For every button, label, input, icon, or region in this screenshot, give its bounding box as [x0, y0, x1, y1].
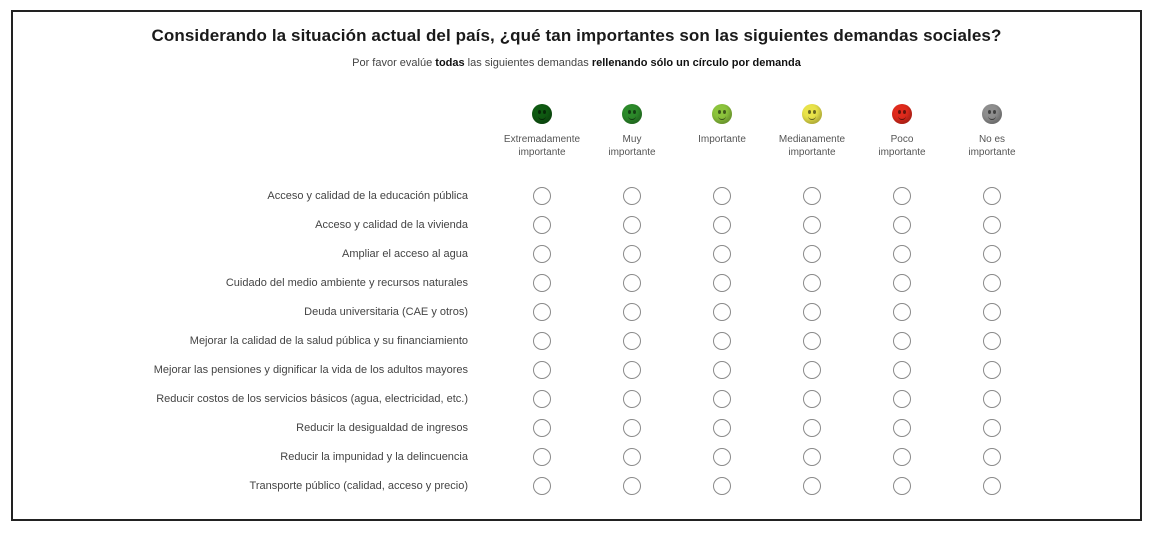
column-label-line: importante [608, 147, 656, 158]
rating-radio-button[interactable] [803, 216, 821, 234]
rating-radio-button[interactable] [983, 419, 1001, 437]
rating-radio-button[interactable] [983, 390, 1001, 408]
rating-radio-button[interactable] [893, 303, 911, 321]
rating-radio-button[interactable] [623, 419, 641, 437]
survey-instructions [13, 57, 1140, 69]
face-mouth [988, 116, 996, 120]
happy-green-face-icon [622, 104, 642, 124]
face-mouth [808, 116, 816, 120]
column-label-line: importante [788, 147, 836, 158]
rating-radio-button[interactable] [893, 390, 911, 408]
rating-radio-button[interactable] [623, 245, 641, 263]
instructions-part: todas [435, 57, 465, 69]
rating-radio-button[interactable] [623, 448, 641, 466]
rating-radio-button[interactable] [713, 216, 731, 234]
rating-radio-button[interactable] [803, 332, 821, 350]
face-mouth [898, 116, 906, 120]
rating-radio-button[interactable] [803, 361, 821, 379]
column-header [492, 104, 592, 159]
demand-label: Acceso y calidad de la educación pública [267, 190, 468, 202]
column-label [942, 133, 1042, 159]
rating-radio-button[interactable] [533, 245, 551, 263]
face-mouth [628, 116, 636, 120]
column-label-line: No es [978, 134, 1006, 145]
rating-radio-button[interactable] [713, 448, 731, 466]
face-mouth [538, 116, 546, 120]
column-label [492, 133, 592, 159]
column-label [762, 133, 862, 159]
demand-label: Reducir costos de los servicios básicos (agua, electricidad, etc.) [156, 393, 468, 405]
column-header [942, 104, 1042, 159]
column-label-line: importante [518, 147, 566, 158]
rating-radio-button[interactable] [533, 419, 551, 437]
column-label [582, 133, 682, 159]
rating-radio-button[interactable] [893, 332, 911, 350]
face-mouth [718, 116, 726, 120]
demand-label: Ampliar el acceso al agua [342, 248, 468, 260]
rating-radio-button[interactable] [983, 361, 1001, 379]
rating-radio-button[interactable] [983, 303, 1001, 321]
rating-radio-button[interactable] [713, 274, 731, 292]
demand-label: Mejorar la calidad de la salud pública y su financiamiento [189, 335, 468, 347]
column-label [852, 133, 952, 159]
rating-radio-button[interactable] [533, 390, 551, 408]
smiling-light-green-face-icon [712, 104, 732, 124]
rating-radio-button[interactable] [983, 448, 1001, 466]
instructions-part: rellenando sólo un círculo por demanda [591, 57, 801, 69]
rating-radio-button[interactable] [713, 419, 731, 437]
rating-radio-button[interactable] [803, 187, 821, 205]
rating-radio-button[interactable] [893, 216, 911, 234]
very-happy-dark-green-face-icon [532, 104, 552, 124]
rating-radio-button[interactable] [623, 390, 641, 408]
column-header [672, 104, 772, 146]
rating-radio-button[interactable] [803, 477, 821, 495]
rating-radio-button[interactable] [623, 274, 641, 292]
demand-label: Mejorar las pensiones y dignificar la vida de los adultos mayores [153, 364, 468, 376]
demand-label: Cuidado del medio ambiente y recursos naturales [225, 277, 468, 289]
rating-radio-button[interactable] [533, 303, 551, 321]
survey-frame [11, 10, 1142, 521]
column-label-line: Importante [698, 134, 746, 145]
column-label-line: Extremadamente [503, 134, 581, 145]
column-header [852, 104, 952, 159]
rating-radio-button[interactable] [533, 332, 551, 350]
rating-radio-button[interactable] [893, 274, 911, 292]
rating-radio-button[interactable] [533, 216, 551, 234]
rating-radio-button[interactable] [713, 477, 731, 495]
rating-radio-button[interactable] [983, 216, 1001, 234]
rating-radio-button[interactable] [623, 477, 641, 495]
column-label-line: Muy [622, 134, 642, 145]
rating-radio-button[interactable] [893, 245, 911, 263]
sad-red-face-icon [892, 104, 912, 124]
rating-radio-button[interactable] [983, 187, 1001, 205]
rating-radio-button[interactable] [533, 448, 551, 466]
rating-radio-button[interactable] [893, 448, 911, 466]
rating-radio-button[interactable] [983, 332, 1001, 350]
rating-radio-button[interactable] [893, 477, 911, 495]
rating-radio-button[interactable] [713, 390, 731, 408]
rating-radio-button[interactable] [533, 187, 551, 205]
column-label-line: importante [968, 147, 1016, 158]
rating-radio-button[interactable] [623, 361, 641, 379]
rating-radio-button[interactable] [803, 245, 821, 263]
rating-radio-button[interactable] [623, 303, 641, 321]
rating-radio-button[interactable] [803, 303, 821, 321]
rating-radio-button[interactable] [983, 245, 1001, 263]
rating-radio-button[interactable] [713, 187, 731, 205]
column-header [762, 104, 862, 159]
column-label [672, 133, 772, 146]
rating-radio-button[interactable] [893, 419, 911, 437]
rating-radio-button[interactable] [623, 332, 641, 350]
rating-radio-button[interactable] [983, 477, 1001, 495]
rating-radio-button[interactable] [713, 303, 731, 321]
rating-radio-button[interactable] [713, 361, 731, 379]
rating-radio-button[interactable] [713, 245, 731, 263]
rating-radio-button[interactable] [623, 216, 641, 234]
rating-radio-button[interactable] [533, 361, 551, 379]
rating-radio-button[interactable] [803, 448, 821, 466]
column-label-line: Medianamente [778, 134, 846, 145]
rating-radio-button[interactable] [983, 274, 1001, 292]
column-label-line: Poco [890, 134, 914, 145]
upset-gray-face-icon [982, 104, 1002, 124]
rating-radio-button[interactable] [803, 274, 821, 292]
column-header [582, 104, 682, 159]
demand-label: Reducir la impunidad y la delincuencia [280, 451, 468, 463]
rating-radio-button[interactable] [533, 477, 551, 495]
rating-radio-button[interactable] [803, 419, 821, 437]
demand-label: Reducir la desigualdad de ingresos [296, 422, 468, 434]
demand-label: Transporte público (calidad, acceso y precio) [249, 480, 468, 492]
demand-label: Acceso y calidad de la vivienda [315, 219, 468, 231]
rating-radio-button[interactable] [533, 274, 551, 292]
rating-radio-button[interactable] [623, 187, 641, 205]
column-label-line: importante [878, 147, 926, 158]
instructions-part: las siguientes demandas [464, 57, 592, 69]
rating-radio-button[interactable] [893, 187, 911, 205]
rating-radio-button[interactable] [803, 390, 821, 408]
survey-title: Considerando la situación actual del país, ¿qué tan importantes son las siguientes demandas sociales? [151, 26, 1002, 45]
rating-radio-button[interactable] [713, 332, 731, 350]
neutral-yellow-face-icon [802, 104, 822, 124]
demand-label: Deuda universitaria (CAE y otros) [304, 306, 468, 318]
rating-radio-button[interactable] [893, 361, 911, 379]
instructions-part: Por favor evalúe [352, 57, 436, 69]
